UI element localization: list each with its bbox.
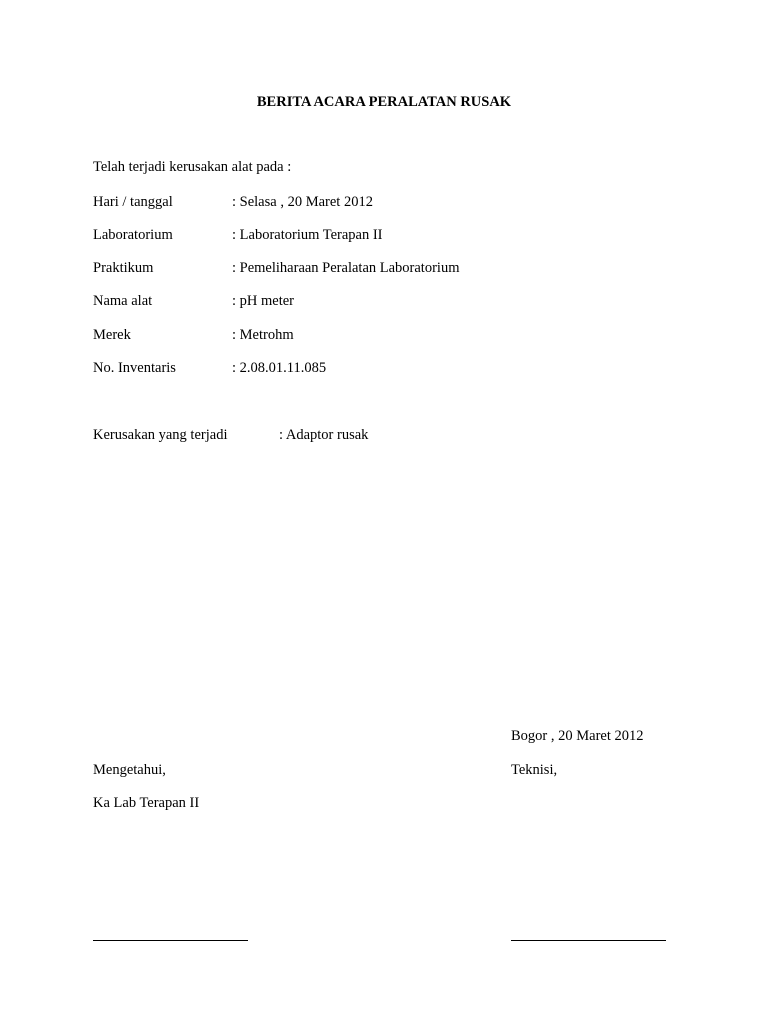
lab-head-role: Ka Lab Terapan II — [93, 795, 200, 811]
field-label-date: Hari / tanggal — [93, 194, 173, 210]
damage-value: : Adaptor rusak — [279, 427, 369, 443]
field-value-date: : Selasa , 20 Maret 2012 — [232, 194, 373, 210]
intro-text: Telah terjadi kerusakan alat pada : — [93, 159, 292, 175]
technician-heading: Teknisi, — [511, 762, 558, 778]
field-value-brand: : Metrohm — [232, 327, 294, 343]
acknowledged-heading: Mengetahui, — [93, 762, 166, 778]
field-label-laboratory: Laboratorium — [93, 227, 173, 243]
signature-line-lab-head — [93, 940, 248, 941]
damage-label: Kerusakan yang terjadi — [93, 427, 228, 443]
field-label-inventory-number: No. Inventaris — [93, 360, 176, 376]
field-label-brand: Merek — [93, 327, 131, 343]
field-value-instrument-name: : pH meter — [232, 293, 295, 309]
document-title: BERITA ACARA PERALATAN RUSAK — [256, 94, 512, 110]
signature-line-technician — [511, 940, 666, 941]
field-label-instrument-name: Nama alat — [93, 293, 153, 309]
field-value-laboratory: : Laboratorium Terapan II — [232, 227, 383, 243]
field-label-practicum: Praktikum — [93, 260, 154, 276]
place-date: Bogor , 20 Maret 2012 — [511, 728, 644, 744]
field-value-practicum: : Pemeliharaan Peralatan Laboratorium — [232, 260, 460, 276]
field-value-inventory-number: : 2.08.01.11.085 — [232, 360, 327, 376]
